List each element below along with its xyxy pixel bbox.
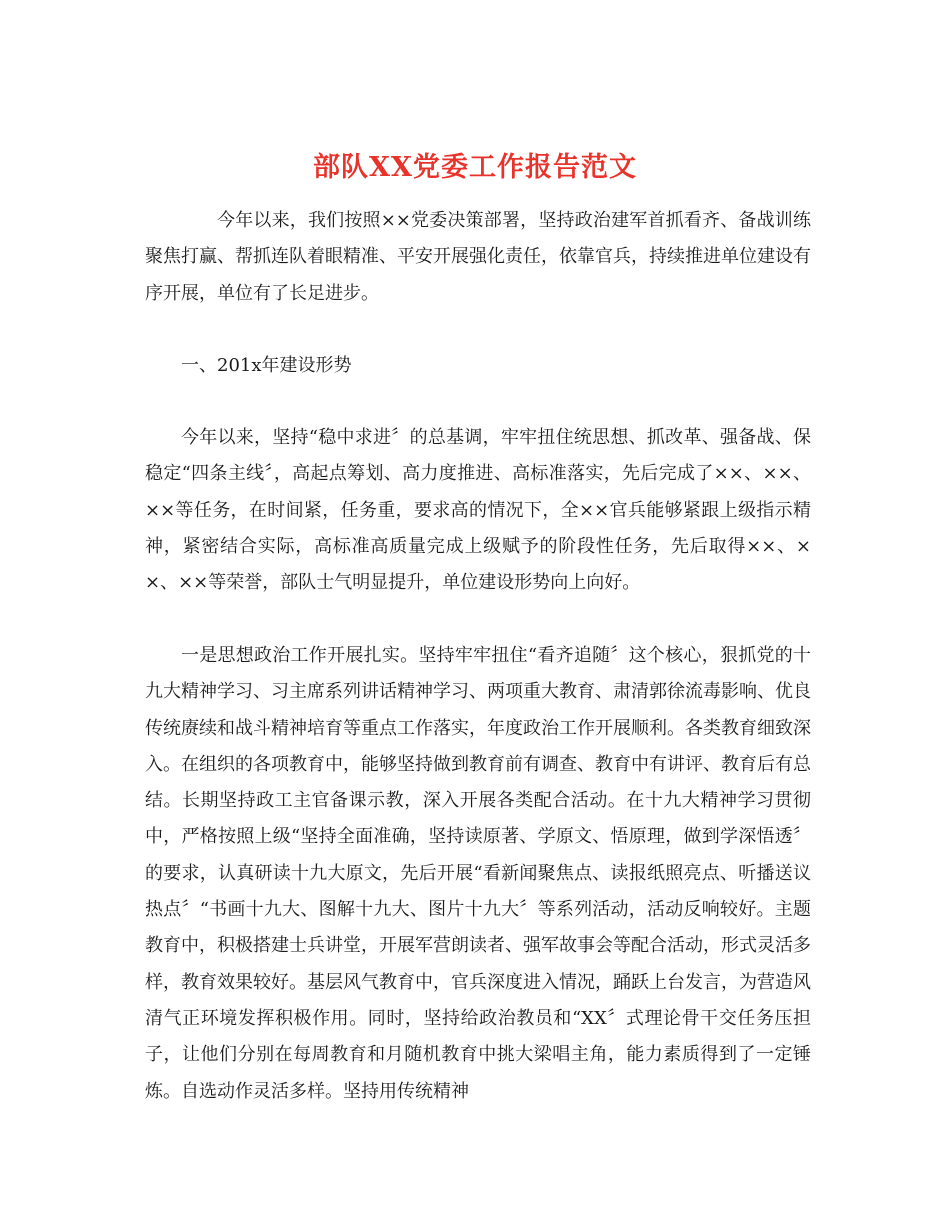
section-heading: 一、201x年建设形势 xyxy=(181,355,352,376)
document-title: 部队XX党委工作报告范文 xyxy=(313,152,637,184)
intro-paragraph: 今年以来，我们按照××党委决策部署，坚持政治建军首抓看齐、备战训练聚焦打赢、帮抓连队着眼精准、平安开展强化责任，依靠官兵，持续推进单位建设有序开展，单位有了长足进步。 xyxy=(145,210,811,304)
summary-paragraph: 今年以来，坚持“稳中求进〞的总基调，牢牢扭住统思想、抓改革、强备战、保稳定“四条主线〞，高起点筹划、高力度推进、高标准落实，先后完成了××、××、××等任务，在时间紧，任务重，要求高的情况下，全××官兵能够紧跟上级指示精神，紧密结合实际，高标准高质量完成上级赋予的阶段性任务，先后取得××、××、××等荣誉，部队士气明显提升，单位建设形势向上向好。 xyxy=(145,427,811,594)
political-work-paragraph: 一是思想政治工作开展扎实。坚持牢牢扭住“看齐追随〞这个核心，狠抓党的十九大精神学习、习主席系列讲话精神学习、两项重大教育、肃清郭徐流毒影响、优良传统赓续和战斗精神培育等重点工作落实，年度政治工作开展顺利。各类教育细致深入。在组织的各项教育中，能够坚持做到教育前有调查、教育中有讲评、教育后有总结。长期坚持政工主官备课示教，深入开展各类配合活动。在十九大精神学习贯彻中，严格按照上级“坚持全面准确，坚持读原著、学原文、悟原理，做到学深悟透〞的要求，认真研读十九大原文，先后开展“看新闻聚焦点、读报纸照亮点、听播送议热点〞“书画十九大、图解十九大、图片十九大〞等系列活动，活动反响较好。主题教育中，积极搭建士兵讲堂，开展军营朗读者、强军故事会等配合活动，形式灵活多样，教育效果较好。基层风气教育中，官兵深度进入情况，踊跃上台发言，为营造风清气正环境发挥积极作用。同时，坚持给政治教员和“XX〞式理论骨干交任务压担子，让他们分别在每周教育和月随机教育中挑大梁唱主角，能力素质得到了一定锤炼。自选动作灵活多样。坚持用传统精神 xyxy=(145,645,811,1102)
